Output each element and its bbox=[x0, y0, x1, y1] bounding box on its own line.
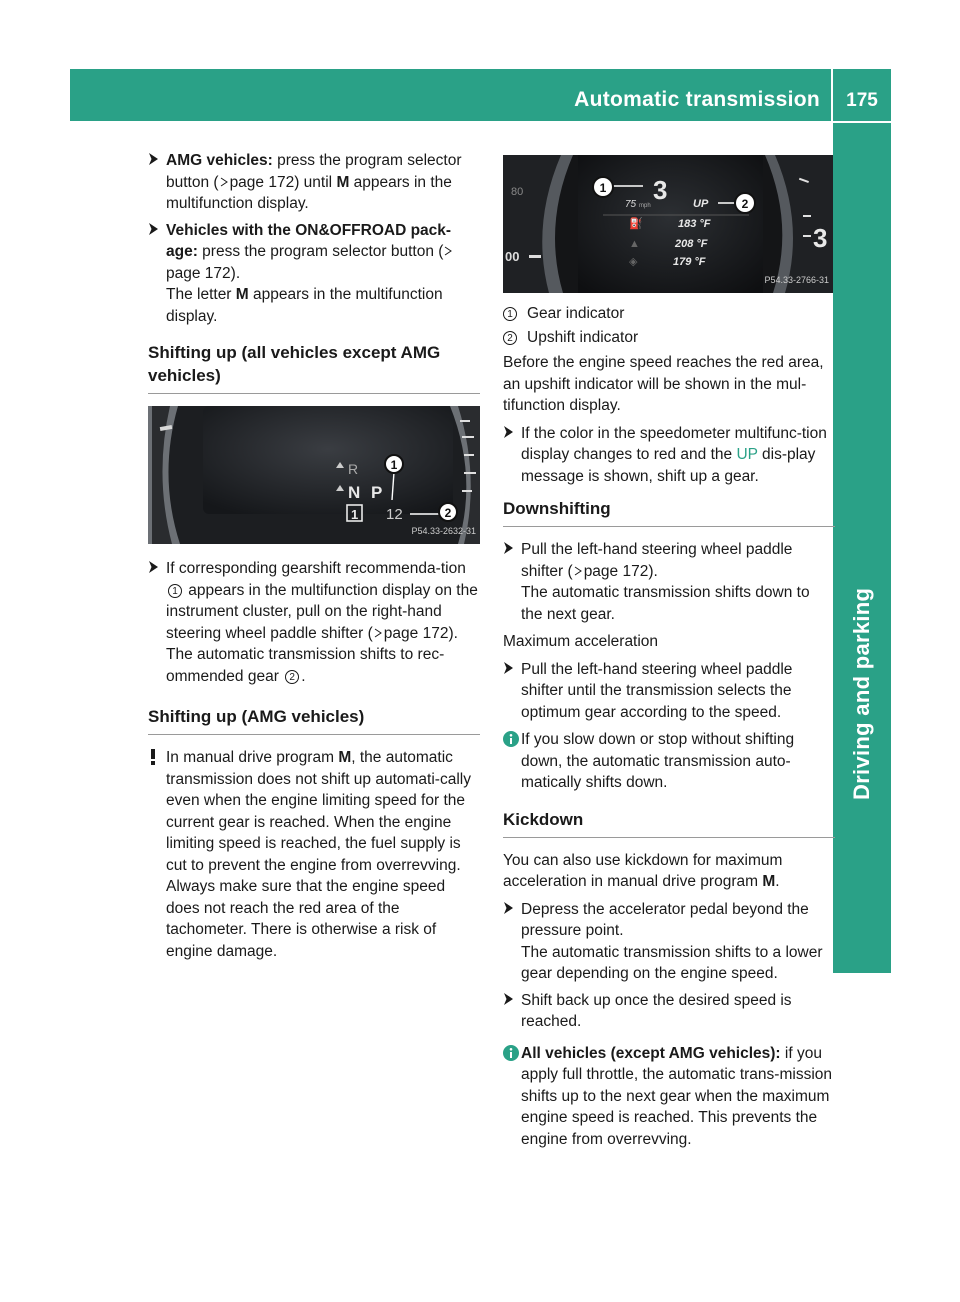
legend-text: Upshift indicator bbox=[527, 328, 639, 346]
step-text: If the color in the speedometer multifunc-tion display changes to red and the bbox=[521, 424, 827, 463]
callout-2: 2 bbox=[285, 670, 299, 684]
page-ref-link[interactable]: page 172 bbox=[383, 624, 449, 642]
info-icon bbox=[503, 1045, 519, 1068]
heading-kickdown: Kickdown bbox=[503, 808, 835, 838]
callout-2: 2 bbox=[503, 331, 517, 345]
temp2: 208 °F bbox=[675, 238, 708, 250]
step-arrow-icon bbox=[503, 901, 515, 915]
step-text: Pull the left-hand steering wheel paddle shifter until the transmission selects the optimum gear according to the speed. bbox=[521, 660, 793, 721]
step-text: If corresponding gearshift recommenda-tion bbox=[166, 560, 466, 577]
figure-gear-display bbox=[148, 406, 480, 544]
step-text: appears in the multifunction display. bbox=[166, 173, 452, 212]
step-bold: AMG vehicles: bbox=[166, 152, 273, 169]
figure-legend bbox=[503, 303, 835, 348]
step-text: ). bbox=[448, 624, 458, 642]
svg-text:00: 00 bbox=[505, 249, 520, 264]
warning-text: In manual drive program bbox=[166, 749, 339, 766]
page-ref-arrow-icon bbox=[220, 172, 228, 182]
warning-icon bbox=[148, 749, 158, 772]
paragraph-text: You can also use kickdown for maximum acceleration in manual drive program bbox=[503, 851, 783, 890]
page-ref-arrow-icon bbox=[444, 241, 452, 251]
step-text: press the program selector button ( bbox=[166, 152, 462, 191]
legend-text: Gear indicator bbox=[527, 305, 625, 322]
figure-callout-1: 1 bbox=[599, 181, 607, 195]
step-text: ). bbox=[230, 264, 241, 282]
step-max-acceleration bbox=[503, 659, 835, 724]
legend-item bbox=[503, 327, 835, 349]
speed-unit: mph bbox=[639, 203, 651, 209]
callout-1: 1 bbox=[168, 584, 182, 598]
step-text: The automatic transmission shifts to a lower gear depending on the engine speed. bbox=[521, 943, 823, 982]
step-text: press the program selector button ( bbox=[197, 243, 444, 260]
step-shift-back bbox=[503, 990, 835, 1033]
step-color-change bbox=[503, 423, 835, 488]
paragraph-bold: M bbox=[762, 873, 776, 890]
paragraph-upshift: Before the engine speed reaches the red area, an upshift indicator will be shown in the mul-tifunction display. bbox=[503, 354, 824, 414]
svg-text:▲: ▲ bbox=[629, 238, 640, 250]
warning-note bbox=[148, 747, 480, 962]
step-text: The automatic transmission shifts down to the next gear. bbox=[521, 584, 810, 623]
step-text: Depress the accelerator pedal beyond the pressure point. bbox=[521, 900, 809, 939]
page-title: Automatic transmission bbox=[574, 88, 820, 111]
gear-n-label: N bbox=[348, 483, 361, 502]
step-arrow-icon bbox=[148, 152, 160, 166]
side-tab-label: Driving and parking bbox=[849, 587, 874, 800]
heading-shifting-up-non-amg: Shifting up (all vehicles except AMG vehicles) bbox=[148, 341, 480, 394]
info-bold: All vehicles (except AMG vehicles): bbox=[521, 1044, 781, 1062]
step-text: The letter bbox=[166, 286, 236, 303]
step-bold: M bbox=[336, 173, 350, 191]
gear-p-label: P bbox=[371, 483, 383, 502]
step-downshift bbox=[503, 539, 835, 625]
paragraph-text: . bbox=[775, 873, 780, 890]
step-arrow-icon bbox=[503, 425, 515, 439]
step-text: The automatic transmission shifts to rec-ommended gear bbox=[166, 646, 445, 685]
step-text: Shift back up once the desired speed is reached. bbox=[521, 991, 792, 1030]
svg-text:⛽: ⛽ bbox=[629, 218, 643, 230]
step-arrow-icon bbox=[503, 541, 515, 555]
info-icon bbox=[503, 731, 519, 754]
side-tab-label-wrap bbox=[838, 123, 886, 813]
step-text: Pull the left-hand steering wheel paddle shifter ( bbox=[521, 541, 793, 580]
right-gauge-gear: 3 bbox=[813, 223, 828, 253]
step-arrow-icon bbox=[148, 222, 160, 236]
info-text: If you slow down or stop without shifting down, the automatic transmission auto-matically shifts down. bbox=[521, 731, 795, 791]
paragraph-max-acceleration: Maximum acceleration bbox=[503, 633, 659, 650]
warning-text: , the automatic transmission does not shift up automati-cally even when the engine limiting speed for the current gear is reached. When the engine limiting speed is reached, the fuel supply is cut to prevent the engine from overrevving. Always make sure that the engine speed does not reach the red area of the tachometer. There is otherwise a risk of engine damage. bbox=[166, 749, 471, 960]
side-block bbox=[833, 923, 891, 973]
step-accelerator bbox=[503, 899, 835, 985]
page-ref-arrow-icon bbox=[374, 623, 382, 633]
gear-box-label: 1 bbox=[351, 507, 359, 522]
figure-code: P54.33-2766-31 bbox=[764, 274, 829, 285]
info-note-full-throttle bbox=[503, 1043, 835, 1151]
callout-1: 1 bbox=[503, 307, 517, 321]
svg-text:80: 80 bbox=[511, 186, 524, 198]
step-text: ). bbox=[648, 562, 658, 580]
step-gearshift-recommendation bbox=[148, 558, 480, 687]
temp3: 179 °F bbox=[673, 256, 706, 268]
page-number: 175 bbox=[833, 69, 891, 121]
step-arrow-icon bbox=[503, 992, 515, 1006]
page-ref-link[interactable]: page 172 bbox=[583, 562, 649, 580]
step-onoffroad bbox=[148, 220, 480, 328]
figure-amg-display bbox=[503, 155, 833, 293]
page-ref-link[interactable]: page 172 bbox=[229, 173, 295, 191]
step-amg-vehicles bbox=[148, 150, 480, 215]
up-display-tag: UP bbox=[736, 446, 758, 463]
page-ref-arrow-icon bbox=[574, 561, 582, 571]
step-text: appears in the multifunction display on the instrument cluster, pull on the right-hand steering wheel paddle shifter ( bbox=[166, 581, 478, 642]
heading-downshifting: Downshifting bbox=[503, 497, 835, 527]
step-text: appears in the multifunction display. bbox=[166, 286, 443, 325]
step-text: dis-play message is shown, shift up a gear. bbox=[521, 446, 816, 485]
paragraph-kickdown bbox=[503, 850, 835, 893]
figure-callout-2: 2 bbox=[741, 197, 749, 211]
step-arrow-icon bbox=[148, 560, 160, 574]
info-text: if you apply full throttle, the automatic trans-mission shifts up to the next gear when the maximum engine speed is reached. This prevents the engine from overrevving. bbox=[521, 1044, 832, 1148]
gear-r-label: R bbox=[348, 461, 359, 477]
left-column bbox=[148, 150, 480, 970]
step-text: ) until bbox=[294, 173, 337, 191]
heading-shifting-up-amg: Shifting up (AMG vehicles) bbox=[148, 705, 480, 735]
figure-callout-2: 2 bbox=[444, 506, 452, 520]
gear-num-label: 12 bbox=[386, 506, 403, 523]
legend-item bbox=[503, 303, 835, 325]
step-bold: M bbox=[235, 286, 249, 303]
temp1: 183 °F bbox=[678, 218, 711, 230]
svg-text:◈: ◈ bbox=[629, 256, 638, 268]
right-column bbox=[503, 150, 835, 1158]
figure-callout-1: 1 bbox=[390, 458, 398, 472]
step-bold: Vehicles with the ON&OFFROAD pack-age: bbox=[166, 221, 452, 260]
figure-code: P54.33-2632-31 bbox=[411, 525, 476, 536]
page-ref-link[interactable]: page 172 bbox=[166, 264, 231, 282]
warning-bold: M bbox=[338, 749, 352, 766]
step-text: . bbox=[301, 667, 306, 685]
upshift-indicator-text: UP bbox=[693, 198, 709, 210]
step-arrow-icon bbox=[503, 661, 515, 675]
gear-indicator-value: 3 bbox=[653, 175, 668, 205]
info-note bbox=[503, 729, 835, 794]
speed-value: 75 bbox=[625, 199, 637, 210]
